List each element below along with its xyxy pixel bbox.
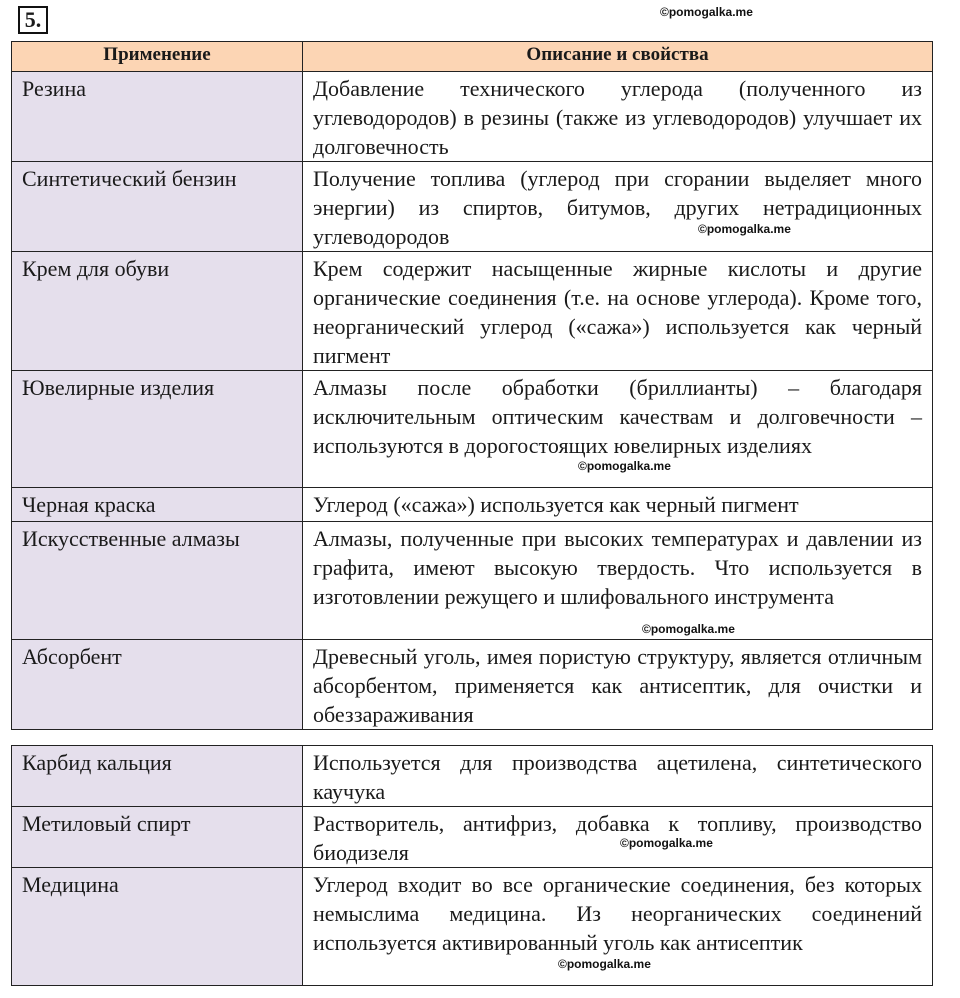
row-description: Растворитель, антифриз, добавка к топливу, производство биодизеля bbox=[303, 807, 933, 868]
row-application: Ювелирные изделия bbox=[12, 371, 303, 488]
header-description: Описание и свойства bbox=[303, 42, 933, 72]
row-description: Углерод входит во все органические соединения, без которых немыслима медицина. Из неорганических соединений используется активированный уголь как антисептик bbox=[303, 868, 933, 986]
watermark: ©pomogalka.me bbox=[620, 836, 713, 850]
row-application: Карбид кальция bbox=[12, 746, 303, 807]
table-row bbox=[12, 746, 933, 807]
row-application: Искусственные алмазы bbox=[12, 522, 303, 640]
row-description: Крем содержит насыщенные жирные кислоты и другие органические соединения (т.е. на основе углерода). Кроме того, неорганический углерод («сажа») используется как черный пигмент bbox=[303, 252, 933, 371]
table-row bbox=[12, 252, 933, 371]
row-description: Используется для производства ацетилена, синтетического каучука bbox=[303, 746, 933, 807]
watermark: ©pomogalka.me bbox=[642, 622, 735, 636]
table-row bbox=[12, 640, 933, 730]
table-row bbox=[12, 868, 933, 986]
row-application: Абсорбент bbox=[12, 640, 303, 730]
row-description: Алмазы после обработки (бриллианты) – благодаря исключительным оптическим качествам и долговечности – используются в дорогостоящих ювелирных изделиях bbox=[303, 371, 933, 488]
table-row bbox=[12, 807, 933, 868]
row-application: Резина bbox=[12, 72, 303, 162]
header-application: Применение bbox=[12, 42, 303, 72]
row-application: Крем для обуви bbox=[12, 252, 303, 371]
table-row bbox=[12, 522, 933, 640]
additional-applications-table bbox=[11, 745, 933, 986]
watermark: ©pomogalka.me bbox=[698, 222, 791, 236]
task-number: 5. bbox=[18, 6, 48, 34]
row-description: Древесный уголь, имея пористую структуру, является отличным абсорбентом, применяется как антисептик, для очистки и обеззараживания bbox=[303, 640, 933, 730]
table-header-row bbox=[12, 42, 933, 72]
applications-table bbox=[11, 41, 933, 730]
row-description: Получение топлива (углерод при сгорании выделяет много энергии) из спиртов, битумов, других нетрадиционных углеводородов bbox=[303, 162, 933, 252]
table-row bbox=[12, 72, 933, 162]
row-description: Добавление технического углерода (полученного из углеводородов) в резины (также из углеводородов) улучшает их долговечность bbox=[303, 72, 933, 162]
row-application: Медицина bbox=[12, 868, 303, 986]
row-application: Метиловый спирт bbox=[12, 807, 303, 868]
row-description: Алмазы, полученные при высоких температурах и давлении из графита, имеют высокую твердость. Что используется в изготовлении режущего и шлифовального инструмента bbox=[303, 522, 933, 640]
watermark: ©pomogalka.me bbox=[578, 459, 671, 473]
table-row bbox=[12, 162, 933, 252]
table-row bbox=[12, 371, 933, 488]
row-application: Синтетический бензин bbox=[12, 162, 303, 252]
watermark: ©pomogalka.me bbox=[660, 5, 753, 19]
watermark: ©pomogalka.me bbox=[558, 957, 651, 971]
table-row bbox=[12, 488, 933, 522]
row-description: Углерод («сажа») используется как черный пигмент bbox=[303, 488, 933, 522]
row-application: Черная краска bbox=[12, 488, 303, 522]
